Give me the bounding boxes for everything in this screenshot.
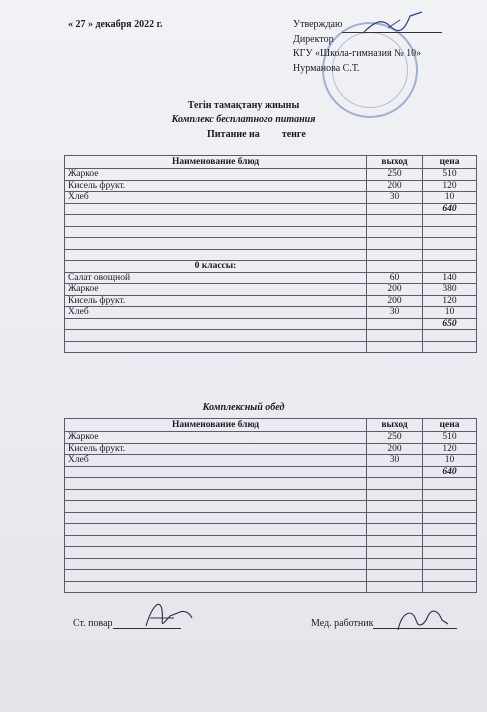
title-russian: Комплекс бесплатного питания <box>171 114 316 125</box>
header-name: Наименование блюд <box>65 156 367 169</box>
complex-lunch-table <box>64 418 477 593</box>
dish-output: 30 <box>367 192 423 204</box>
title-price <box>207 129 306 140</box>
dish-price: 510 <box>423 432 477 444</box>
price-label: Питание на <box>207 129 260 140</box>
dish-name: Жаркое <box>65 432 367 444</box>
empty-row <box>65 535 477 547</box>
dish-name: Кисель фрукт. <box>65 295 367 307</box>
dish-output: 200 <box>367 284 423 296</box>
empty-row <box>65 570 477 582</box>
header-price: цена <box>423 419 477 432</box>
dish-name: Жаркое <box>65 169 367 181</box>
empty-row <box>65 501 477 513</box>
title-kazakh: Тегін тамақтану жиыны <box>187 100 300 111</box>
dish-output: 200 <box>367 295 423 307</box>
empty-row <box>65 547 477 559</box>
complex-lunch-title: Комплексный обед <box>202 402 285 413</box>
dish-price: 140 <box>423 272 477 284</box>
grade-heading: 0 классы: <box>65 261 367 273</box>
dish-output: 200 <box>367 443 423 455</box>
approver-name: Нурманова С.Т. <box>293 62 360 74</box>
empty-row <box>65 524 477 536</box>
header-name: Наименование блюд <box>65 419 367 432</box>
dish-output: 60 <box>367 272 423 284</box>
table-row <box>65 455 477 467</box>
dish-output: 250 <box>367 432 423 444</box>
empty-row <box>65 581 477 593</box>
empty-row <box>65 215 477 227</box>
dish-output: 30 <box>367 307 423 319</box>
cook-signature <box>140 596 196 632</box>
dish-price: 10 <box>423 307 477 319</box>
dish-name: Хлеб <box>65 192 367 204</box>
approve-label: Утверждаю <box>293 19 343 30</box>
dish-name: Хлеб <box>65 455 367 467</box>
empty-row <box>65 512 477 524</box>
dish-name: Жаркое <box>65 284 367 296</box>
dish-output: 30 <box>367 455 423 467</box>
table-row <box>65 192 477 204</box>
approver-organization: КГУ «Школа-гимназия № 10» <box>293 48 422 59</box>
table-header-row <box>65 419 477 432</box>
total-row <box>65 318 477 330</box>
table-row <box>65 272 477 284</box>
dish-output: 250 <box>367 169 423 181</box>
header-output: выход <box>367 156 423 169</box>
table-row <box>65 284 477 296</box>
subsection-row <box>65 261 477 273</box>
dish-name: Кисель фрукт. <box>65 180 367 192</box>
price-unit: тенге <box>281 129 306 140</box>
empty-row <box>65 330 477 342</box>
cook-label: Ст. повар <box>73 618 113 629</box>
header-price: цена <box>423 156 477 169</box>
document-date: « 27 » декабря 2022 г. <box>68 19 163 30</box>
header-output: выход <box>367 419 423 432</box>
dish-price: 510 <box>423 169 477 181</box>
total-price: 640 <box>423 466 477 478</box>
dish-output: 200 <box>367 180 423 192</box>
total-row <box>65 466 477 478</box>
empty-row <box>65 226 477 238</box>
table-row <box>65 307 477 319</box>
dish-price: 120 <box>423 180 477 192</box>
empty-row <box>65 489 477 501</box>
medic-label: Мед. работник <box>311 618 374 629</box>
approver-position: Директор <box>293 33 334 45</box>
empty-row <box>65 558 477 570</box>
table-row <box>65 443 477 455</box>
table-header-row <box>65 156 477 169</box>
dish-price: 120 <box>423 295 477 307</box>
dish-price: 10 <box>423 455 477 467</box>
empty-row <box>65 238 477 250</box>
free-meal-table <box>64 155 477 353</box>
total-price: 640 <box>423 203 477 215</box>
dish-name: Салат овощной <box>65 272 367 284</box>
table-row <box>65 180 477 192</box>
dish-price: 380 <box>423 284 477 296</box>
total-row <box>65 203 477 215</box>
total-price: 650 <box>423 318 477 330</box>
dish-name: Кисель фрукт. <box>65 443 367 455</box>
director-signature <box>360 8 430 38</box>
empty-row <box>65 249 477 261</box>
table-row <box>65 295 477 307</box>
dish-name: Хлеб <box>65 307 367 319</box>
dish-price: 120 <box>423 443 477 455</box>
empty-row <box>65 341 477 353</box>
dish-price: 10 <box>423 192 477 204</box>
table-row <box>65 169 477 181</box>
medic-signature <box>394 604 450 636</box>
table-row <box>65 432 477 444</box>
empty-row <box>65 478 477 490</box>
